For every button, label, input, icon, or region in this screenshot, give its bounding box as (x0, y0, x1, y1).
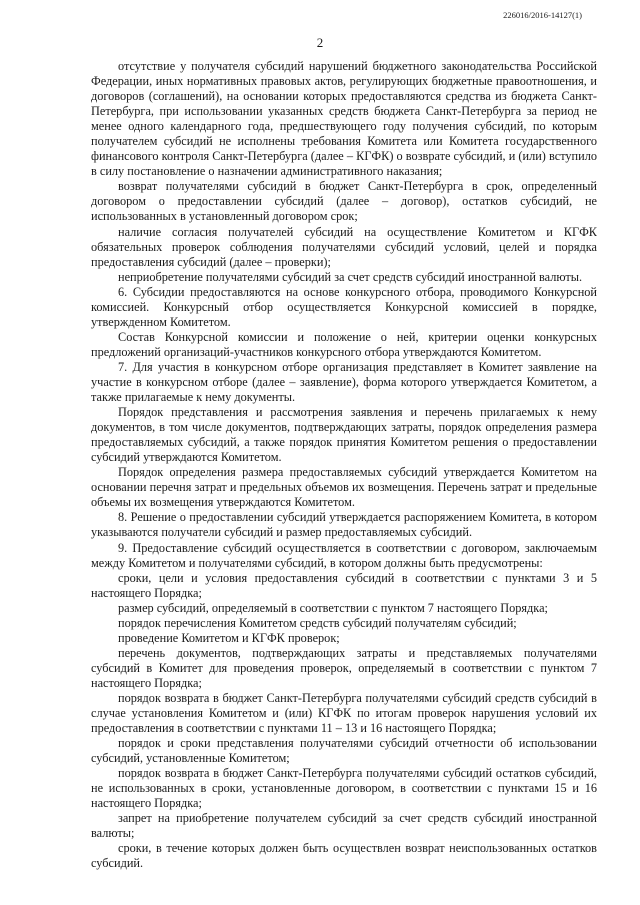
paragraph: порядок возврата в бюджет Санкт-Петербурга получателями субсидий средств субсидий в случае установления Комитетом и (или) КГФК по итогам проверок нарушения условий их предоставления в соответствии с пунктами 11 – 13 и 16 настоящего Порядка; (91, 690, 597, 736)
paragraph: сроки, цели и условия предоставления субсидий в соответствии с пунктами 3 и 5 настоящего Порядка; (91, 570, 597, 600)
paragraph: Состав Конкурсной комиссии и положение о ней, критерии оценки конкурсных предложений организаций-участников конкурсного отбора утверждаются Комитетом. (91, 329, 597, 359)
paragraph: размер субсидий, определяемый в соответствии с пунктом 7 настоящего Порядка; (118, 600, 548, 615)
paragraph: проведение Комитетом и КГФК проверок; (118, 630, 340, 645)
paragraph: порядок возврата в бюджет Санкт-Петербурга получателями субсидий остатков субсидий, не использованных в сроки, установленные договором, в соответствии с пунктами 15 и 16 настоящего Порядка; (91, 766, 597, 811)
paragraph: 9. Предоставление субсидий осуществляется в соответствии с договором, заключаемым между Комитетом и получателями субсидий, в котором должны быть предусмотрены: (91, 540, 597, 570)
paragraph: порядок перечисления Комитетом средств субсидий получателям субсидий; (118, 615, 517, 630)
paragraph: 7. Для участия в конкурсном отборе организация представляет в Комитет заявление на участие в конкурсном отборе (далее – заявление), форма которого утверждается Комитетом, а также прилагаемые к нему документы. (91, 359, 597, 405)
document-body (91, 59, 597, 872)
page-number: 2 (316, 35, 324, 50)
paragraph: наличие согласия получателей субсидий на осуществление Комитетом и КГФК обязательных проверок соблюдения получателями субсидий условий, целей и порядка предоставления субсидий (далее – проверки); (91, 224, 597, 269)
paragraph: неприобретение получателями субсидий за счет средств субсидий иностранной валюты. (118, 269, 583, 284)
paragraph: возврат получателями субсидий в бюджет Санкт-Петербурга в срок, определенный договором о предоставлении субсидий (далее – договор), остатков субсидий, не использованных в установленный договором срок; (91, 179, 597, 224)
paragraph: перечень документов, подтверждающих затраты и представляемых получателями субсидий в Комитет для проведения проверок, определяемый в соответствии с пунктом 7 настоящего Порядка; (91, 645, 597, 690)
document-number: 226016/2016-14127(1) (503, 10, 582, 20)
paragraph: отсутствие у получателя субсидий нарушений бюджетного законодательства Российской Федерации, иных нормативных правовых актов, регулирующих бюджетные правоотношения, и договоров (соглашений), на основании которых предоставляются средства из бюджета Санкт-Петербурга, при использовании указанных средств бюджета Санкт-Петербурга за период не менее одного календарного года, предшествующего году получения субсидий, по которым получателем субсидий не исполнены требования Комитета или Комитета государственного финансового контроля Санкт-Петербурга (далее – КГФК) о возврате субсидий, и (или) вступило в силу постановление о назначении административного наказания; (91, 59, 597, 179)
paragraph: сроки, в течение которых должен быть осуществлен возврат неиспользованных остатков субсидий. (91, 841, 597, 871)
paragraph: Порядок представления и рассмотрения заявления и перечень прилагаемых к нему документов, в том числе документов, подтверждающих затраты, порядок определения размера предоставляемых субсидий, а также порядок принятия Комитетом решения о предоставлении субсидий утверждаются Комитетом. (91, 405, 597, 465)
paragraph: 8. Решение о предоставлении субсидий утверждается распоряжением Комитета, в котором указываются получатели субсидий и размер предоставляемых субсидий. (91, 510, 597, 540)
paragraph: Порядок определения размера предоставляемых субсидий утверждается Комитетом на основании перечня затрат и предельных объемов их возмещения. Перечень затрат и предельные объемы их возмещения утверждаются Комитетом. (91, 465, 597, 510)
paragraph: 6. Субсидии предоставляются на основе конкурсного отбора, проводимого Конкурсной комиссией. Конкурсный отбор осуществляется Конкурсной комиссией в порядке, утвержденном Комитетом. (91, 284, 597, 329)
paragraph: запрет на приобретение получателем субсидий за счет средств субсидий иностранной валюты; (91, 811, 597, 841)
paragraph: порядок и сроки представления получателями субсидий отчетности об использовании субсидий, установленные Комитетом; (91, 736, 597, 766)
